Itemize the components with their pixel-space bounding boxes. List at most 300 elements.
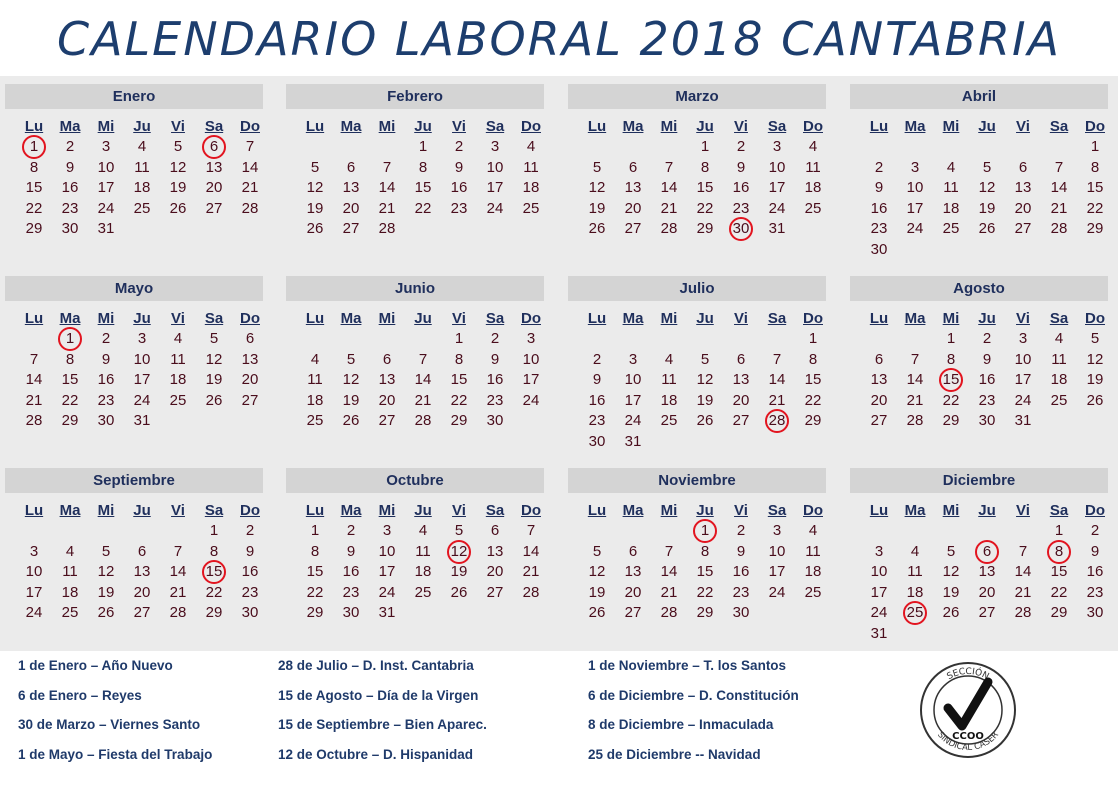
day: 23 xyxy=(241,583,259,601)
weekday-label: Mi xyxy=(660,310,678,327)
day: 5 xyxy=(946,542,956,560)
empty-day xyxy=(861,521,897,542)
day: 11 xyxy=(415,542,431,560)
day: 7 xyxy=(418,350,428,368)
day: 10 xyxy=(97,158,115,176)
day: 18 xyxy=(169,371,187,388)
day: 7 xyxy=(173,542,183,560)
day: 18 xyxy=(804,179,822,196)
day: 26 xyxy=(450,583,468,601)
day: 21 xyxy=(241,179,259,196)
weekday-label: Lu xyxy=(305,502,325,519)
day: 23 xyxy=(486,391,504,409)
weekday-label: Mi xyxy=(378,118,396,135)
day: 12 xyxy=(169,158,187,176)
day: 24 xyxy=(378,583,396,601)
month-days-grid xyxy=(579,117,826,240)
weekday-label: Ma xyxy=(622,502,644,519)
day: 27 xyxy=(378,412,396,429)
logo-top-text: SECCIÓN xyxy=(945,666,991,683)
month-header: Noviembre xyxy=(568,468,826,493)
weekday-label: Ma xyxy=(340,118,362,135)
legend-item: 12 de Octubre – D. Hispanidad xyxy=(278,746,474,762)
day: 24 xyxy=(870,604,888,621)
month-days-grid xyxy=(861,501,1108,644)
weekday-label: Ma xyxy=(622,118,644,135)
day: 16 xyxy=(342,563,360,580)
weekday-label: Ma xyxy=(904,118,926,135)
weekday-label: Lu xyxy=(587,502,607,519)
day: 6 xyxy=(628,158,638,176)
day: 11 xyxy=(907,563,923,580)
day: 14 xyxy=(169,563,187,580)
legend-column-2 xyxy=(278,656,487,774)
weekday-label: Vi xyxy=(171,502,185,519)
day: 13 xyxy=(205,158,223,176)
weekday-label: Ju xyxy=(978,118,996,135)
weekday-label: Ma xyxy=(904,502,926,519)
day: 23 xyxy=(61,199,79,217)
holiday-day: 15 xyxy=(933,370,969,391)
day: 27 xyxy=(241,391,259,409)
month-days-grid xyxy=(579,501,826,624)
day: 13 xyxy=(241,350,259,368)
day: 7 xyxy=(382,158,392,176)
logo-center-text: CCOO xyxy=(952,731,984,742)
day: 16 xyxy=(61,179,79,196)
day: 25 xyxy=(660,412,678,429)
month-header: Agosto xyxy=(850,276,1108,301)
day: 22 xyxy=(1086,199,1104,217)
day: 26 xyxy=(942,604,960,621)
weekday-label: Vi xyxy=(734,118,748,135)
day: 3 xyxy=(490,138,500,155)
day: 18 xyxy=(1050,371,1068,388)
day: 11 xyxy=(661,371,677,388)
day: 4 xyxy=(65,542,75,560)
day: 20 xyxy=(205,179,223,196)
month-header: Junio xyxy=(286,276,544,301)
day: 13 xyxy=(378,371,396,388)
weekday-label: Ma xyxy=(59,310,81,327)
day: 4 xyxy=(946,158,956,176)
empty-day xyxy=(1005,137,1041,158)
weekday-label: Do xyxy=(521,502,541,519)
weekday-label: Lu xyxy=(869,118,889,135)
empty-day xyxy=(160,521,196,542)
day: 10 xyxy=(906,179,924,196)
day: 18 xyxy=(804,563,822,580)
month-days-grid xyxy=(297,309,544,432)
day: 20 xyxy=(624,199,642,217)
day: 8 xyxy=(418,158,428,176)
day: 30 xyxy=(588,432,606,450)
day: 9 xyxy=(454,158,464,176)
day: 4 xyxy=(808,522,818,539)
empty-day xyxy=(615,137,651,158)
empty-day xyxy=(969,521,1005,542)
day: 19 xyxy=(588,583,606,601)
weekday-label: Sa xyxy=(204,502,224,519)
day: 15 xyxy=(804,371,822,388)
month-enero xyxy=(5,84,263,240)
day: 5 xyxy=(592,158,602,176)
day: 30 xyxy=(486,412,504,429)
empty-day xyxy=(1041,137,1077,158)
day: 21 xyxy=(169,583,187,601)
day: 22 xyxy=(414,199,432,217)
weekday-label: Mi xyxy=(378,502,396,519)
day: 20 xyxy=(241,371,259,388)
month-octubre xyxy=(286,468,544,624)
empty-day xyxy=(615,329,651,350)
weekday-label: Do xyxy=(240,502,260,519)
weekday-label: Do xyxy=(240,118,260,135)
day: 5 xyxy=(173,138,183,155)
day: 1 xyxy=(454,330,464,347)
day: 24 xyxy=(25,604,43,621)
day: 2 xyxy=(736,522,746,539)
weekday-label: Mi xyxy=(942,502,960,519)
day: 31 xyxy=(768,220,786,237)
weekday-label: Sa xyxy=(1049,310,1069,327)
day: 15 xyxy=(696,563,714,580)
day: 17 xyxy=(768,563,786,580)
day: 3 xyxy=(874,542,884,560)
empty-day xyxy=(861,329,897,350)
day: 15 xyxy=(1050,563,1068,580)
day: 2 xyxy=(490,330,500,347)
day: 12 xyxy=(978,179,996,196)
weekday-label: Do xyxy=(1085,118,1105,135)
month-days-grid xyxy=(297,501,544,624)
day: 14 xyxy=(522,542,540,560)
day: 6 xyxy=(1018,158,1028,176)
day: 25 xyxy=(414,583,432,601)
day: 19 xyxy=(97,583,115,601)
day: 2 xyxy=(346,522,356,539)
weekday-label: Vi xyxy=(452,310,466,327)
day: 7 xyxy=(526,522,536,539)
day: 24 xyxy=(1014,391,1032,409)
day: 13 xyxy=(1014,179,1032,196)
day: 2 xyxy=(874,158,884,176)
day: 28 xyxy=(414,412,432,429)
holiday-day: 15 xyxy=(196,562,232,583)
weekday-label: Vi xyxy=(734,310,748,327)
legend-item: 30 de Marzo – Viernes Santo xyxy=(18,717,201,732)
empty-day xyxy=(52,521,88,542)
day: 29 xyxy=(306,604,324,621)
weekday-label: Mi xyxy=(942,310,960,327)
day: 14 xyxy=(414,371,432,388)
day: 20 xyxy=(133,583,151,601)
empty-day xyxy=(1005,521,1041,542)
day: 25 xyxy=(306,412,324,429)
day: 8 xyxy=(29,158,39,176)
holiday-day: 1 xyxy=(52,329,88,350)
day: 23 xyxy=(732,583,750,601)
weekday-label: Vi xyxy=(452,118,466,135)
weekday-label: Lu xyxy=(24,502,44,519)
day: 19 xyxy=(1086,371,1104,388)
day: 2 xyxy=(1090,522,1100,539)
day: 20 xyxy=(870,391,888,409)
day: 22 xyxy=(942,391,960,409)
day: 5 xyxy=(310,158,320,176)
day: 25 xyxy=(942,220,960,237)
day: 23 xyxy=(97,391,115,409)
day: 3 xyxy=(772,138,782,155)
day: 30 xyxy=(241,604,259,621)
holiday-day: 6 xyxy=(969,542,1005,563)
day: 8 xyxy=(209,542,219,560)
weekday-label: Mi xyxy=(942,118,960,135)
day: 14 xyxy=(1014,563,1032,580)
day: 16 xyxy=(450,179,468,196)
day: 22 xyxy=(696,199,714,217)
day: 16 xyxy=(97,371,115,388)
day: 23 xyxy=(732,199,750,217)
day: 18 xyxy=(660,391,678,409)
day: 21 xyxy=(1050,199,1068,217)
day: 12 xyxy=(588,179,606,196)
day: 6 xyxy=(628,542,638,560)
day: 16 xyxy=(732,563,750,580)
day: 1 xyxy=(946,330,956,347)
empty-day xyxy=(651,521,687,542)
weekday-label: Do xyxy=(521,118,541,135)
day: 26 xyxy=(169,199,187,217)
weekday-label: Do xyxy=(240,310,260,327)
month-diciembre xyxy=(850,468,1108,644)
month-septiembre xyxy=(5,468,263,624)
day: 29 xyxy=(1050,604,1068,621)
day: 10 xyxy=(133,350,151,368)
day: 9 xyxy=(245,542,255,560)
weekday-label: Mi xyxy=(378,310,396,327)
day: 27 xyxy=(624,220,642,237)
day: 21 xyxy=(414,391,432,409)
weekday-label: Ju xyxy=(414,502,432,519)
day: 13 xyxy=(342,179,360,196)
day: 7 xyxy=(1054,158,1064,176)
day: 16 xyxy=(588,391,606,409)
weekday-label: Ju xyxy=(696,502,714,519)
day: 22 xyxy=(61,391,79,409)
day: 16 xyxy=(732,179,750,196)
day: 8 xyxy=(310,542,320,560)
month-header: Diciembre xyxy=(850,468,1108,493)
empty-day xyxy=(333,137,369,158)
day: 27 xyxy=(205,199,223,217)
day: 5 xyxy=(209,330,219,347)
weekday-label: Ma xyxy=(59,502,81,519)
day: 24 xyxy=(768,583,786,601)
day: 26 xyxy=(306,220,324,237)
weekday-label: Ju xyxy=(133,118,151,135)
day: 3 xyxy=(137,330,147,347)
day: 26 xyxy=(342,412,360,429)
empty-day xyxy=(297,137,333,158)
month-days-grid xyxy=(579,309,826,452)
weekday-label: Ju xyxy=(414,118,432,135)
day: 26 xyxy=(1086,391,1104,409)
day: 12 xyxy=(306,179,324,196)
day: 30 xyxy=(870,240,888,258)
month-header: Julio xyxy=(568,276,826,301)
day: 5 xyxy=(101,542,111,560)
legend-item: 6 de Diciembre – D. Constitución xyxy=(588,687,799,703)
holiday-day: 28 xyxy=(759,411,795,432)
day: 30 xyxy=(61,220,79,237)
day: 12 xyxy=(205,350,223,368)
day: 3 xyxy=(526,330,536,347)
weekday-label: Mi xyxy=(97,502,115,519)
day: 3 xyxy=(382,522,392,539)
day: 14 xyxy=(241,158,259,176)
day: 6 xyxy=(346,158,356,176)
day: 28 xyxy=(241,199,259,217)
weekday-label: Lu xyxy=(24,118,44,135)
day: 28 xyxy=(25,412,43,429)
day: 31 xyxy=(1014,412,1032,429)
legend-item: 1 de Enero – Año Nuevo xyxy=(18,658,173,673)
day: 6 xyxy=(245,330,255,347)
day: 2 xyxy=(65,138,75,155)
day: 12 xyxy=(1086,350,1104,368)
empty-day xyxy=(88,521,124,542)
weekday-label: Mi xyxy=(97,310,115,327)
page-title: CALENDARIO LABORAL 2018 CANTABRIA xyxy=(56,12,1062,66)
day: 11 xyxy=(134,158,150,176)
month-header: Octubre xyxy=(286,468,544,493)
weekday-label: Sa xyxy=(767,118,787,135)
day: 29 xyxy=(942,412,960,429)
month-days-grid xyxy=(861,117,1108,260)
weekday-label: Lu xyxy=(869,502,889,519)
month-days-grid xyxy=(16,117,263,240)
month-febrero xyxy=(286,84,544,240)
weekday-label: Vi xyxy=(734,502,748,519)
day: 11 xyxy=(170,350,186,368)
day: 20 xyxy=(1014,199,1032,217)
holiday-day: 12 xyxy=(441,542,477,563)
month-days-grid xyxy=(297,117,544,240)
day: 7 xyxy=(245,138,255,155)
day: 19 xyxy=(696,391,714,409)
day: 1 xyxy=(310,522,320,539)
day: 30 xyxy=(97,412,115,429)
day: 4 xyxy=(808,138,818,155)
weekday-label: Vi xyxy=(452,502,466,519)
day: 28 xyxy=(522,583,540,601)
day: 17 xyxy=(870,583,888,601)
empty-day xyxy=(579,521,615,542)
day: 12 xyxy=(588,563,606,580)
day: 13 xyxy=(624,179,642,196)
weekday-label: Vi xyxy=(171,118,185,135)
day: 22 xyxy=(1050,583,1068,601)
day: 31 xyxy=(624,432,642,450)
weekday-label: Ju xyxy=(696,310,714,327)
day: 31 xyxy=(870,624,888,642)
day: 10 xyxy=(522,350,540,368)
day: 24 xyxy=(97,199,115,217)
day: 29 xyxy=(696,220,714,237)
day: 23 xyxy=(588,412,606,429)
day: 28 xyxy=(1014,604,1032,621)
day: 12 xyxy=(696,371,714,388)
day: 25 xyxy=(133,199,151,217)
day: 28 xyxy=(1050,220,1068,237)
month-header: Septiembre xyxy=(5,468,263,493)
day: 19 xyxy=(942,583,960,601)
day: 11 xyxy=(805,158,821,176)
day: 27 xyxy=(486,583,504,601)
day: 23 xyxy=(870,220,888,237)
day: 23 xyxy=(978,391,996,409)
day: 31 xyxy=(133,412,151,429)
legend-item: 15 de Septiembre – Bien Aparec. xyxy=(278,717,487,732)
weekday-label: Do xyxy=(1085,310,1105,327)
day: 11 xyxy=(523,158,539,176)
weekday-label: Ma xyxy=(340,502,362,519)
day: 4 xyxy=(910,542,920,560)
empty-day xyxy=(124,521,160,542)
day: 10 xyxy=(378,542,396,560)
day: 9 xyxy=(736,542,746,560)
empty-day xyxy=(405,329,441,350)
day: 8 xyxy=(1090,158,1100,176)
day: 21 xyxy=(522,563,540,580)
weekday-label: Sa xyxy=(485,118,505,135)
weekday-label: Lu xyxy=(305,118,325,135)
day: 17 xyxy=(1014,371,1032,388)
day: 29 xyxy=(450,412,468,429)
day: 15 xyxy=(450,371,468,388)
day: 22 xyxy=(696,583,714,601)
day: 16 xyxy=(486,371,504,388)
month-abril xyxy=(850,84,1108,260)
day: 18 xyxy=(414,563,432,580)
weekday-label: Sa xyxy=(204,118,224,135)
day: 10 xyxy=(486,158,504,176)
empty-day xyxy=(651,329,687,350)
day: 24 xyxy=(906,220,924,237)
day: 21 xyxy=(906,391,924,409)
day: 9 xyxy=(592,371,602,388)
day: 9 xyxy=(101,350,111,368)
day: 11 xyxy=(805,542,821,560)
day: 11 xyxy=(1051,350,1067,368)
day: 26 xyxy=(588,220,606,237)
day: 30 xyxy=(732,604,750,621)
day: 15 xyxy=(25,179,43,196)
empty-day xyxy=(897,329,933,350)
day: 17 xyxy=(768,179,786,196)
day: 27 xyxy=(978,604,996,621)
day: 14 xyxy=(378,179,396,196)
day: 19 xyxy=(169,179,187,196)
day: 19 xyxy=(342,391,360,409)
empty-day xyxy=(16,329,52,350)
weekday-label: Do xyxy=(803,310,823,327)
empty-day xyxy=(933,521,969,542)
day: 20 xyxy=(486,563,504,580)
day: 10 xyxy=(768,158,786,176)
day: 2 xyxy=(245,522,255,539)
